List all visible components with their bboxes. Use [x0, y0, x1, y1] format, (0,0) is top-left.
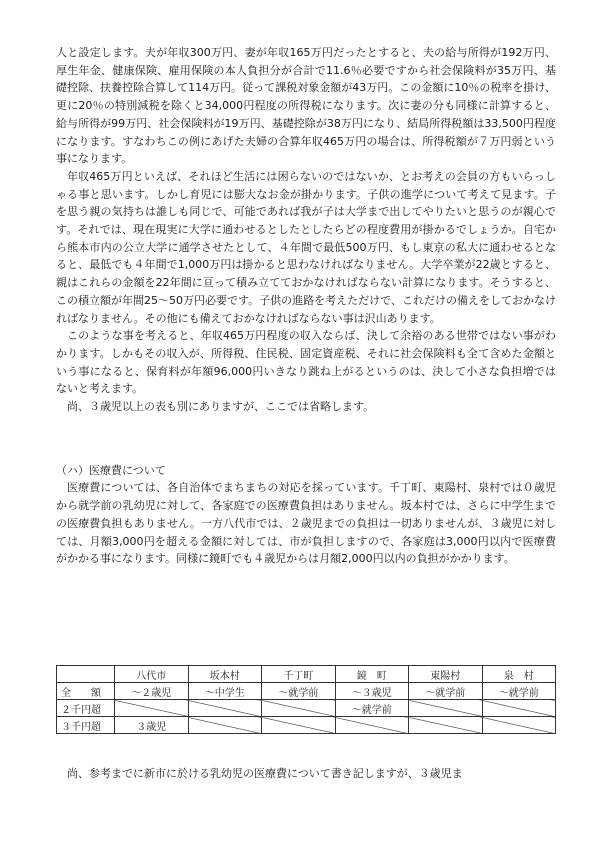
table-column-header: 泉 村 — [482, 666, 556, 683]
table-column-header: 東陽村 — [409, 666, 483, 683]
table-column-header: 坂本村 — [188, 666, 262, 683]
document-body — [56, 44, 556, 568]
table-cell: ～就学前 — [335, 700, 409, 717]
table-row — [57, 717, 556, 734]
table-column-header: 八代市 — [115, 666, 189, 683]
table-cell: ～就学前 — [262, 683, 336, 700]
paragraph: このような事を考えると、年収465万円程度の収入ならば、決して余裕のある世帯ではない事がわかります。しかもその収入が、所得税、住民税、固定資産税、それに社会保険料も全て含めた金額という事になると、保育料が年額96,000円いきなり跳ね上がるというのは、決して小さな負担増ではないと考えます。 — [56, 329, 556, 396]
table-cell: ～就学前 — [409, 683, 483, 700]
table-cell — [335, 717, 409, 734]
paragraph: 人と設定します。夫が年収300万円、妻が年収165万円だったとすると、夫の給与所得が192万円、厚生年金、健康保険、雇用保険の本人負担分が合計で11.6％必要ですから社会保険料が35万円、基礎控除、扶養控除合算して114万円。従って課税対象金額が43万円。この金額に10％の税率を掛け、更に20％の特別減税を除くと34,000円程度の所得税になります。次に妻の分も同様に計算すると、給与所得が99万円、社会保険料が19万円、基礎控除が38万円になり、結局所得税額は33,500円程度になります。すなわちこの例にあげた夫婦の合算年収465万円の場合は、所得税額が７万円弱という事になります。 — [56, 46, 556, 166]
table-row-label: ２千円超 — [57, 700, 115, 717]
table-row-label: ３千円超 — [57, 717, 115, 734]
table-row — [57, 683, 556, 700]
table-cell: ～２歳児 — [115, 683, 189, 700]
section-heading: （ハ）医療費について — [56, 463, 166, 477]
top-paragraphs — [56, 44, 556, 416]
table-cell — [409, 700, 483, 717]
table-cell — [262, 700, 336, 717]
table-row — [57, 700, 556, 717]
table-column-header: 千丁町 — [262, 666, 336, 683]
table-cell — [188, 700, 262, 717]
section-paragraph: 医療費については、各自治体でまちまちの対応を採っています。千丁町、東陽村、泉村では０歳児から就学前の乳幼児に対して、各家庭での医療費負担はありません。坂本村では、さらに中学生までの医療費負担もありません。一方八代市では、２歳児までの負担は一切ありませんが、３歳児に対しては、月額3,000円を超える金額に対しては、市が負担しますので、各家庭は3,000円以内で医療費がかかる事になります。同様に鏡町でも４歳児からは月額2,000円以内の負担がかかります。 — [56, 481, 556, 566]
table-cell — [409, 717, 483, 734]
table-cell: ３歳児 — [115, 717, 189, 734]
table-row-label: 全 額 — [57, 683, 115, 700]
table-cell: ～中学生 — [188, 683, 262, 700]
paragraph: 尚、３歳児以上の表も別にありますが、ここでは省略します。 — [67, 400, 375, 414]
table-header-row — [57, 666, 556, 683]
table-corner-cell — [57, 666, 115, 683]
table-cell — [482, 700, 556, 717]
medical-cost-table — [56, 665, 556, 734]
table-column-header: 鏡 町 — [335, 666, 409, 683]
table-cell — [262, 717, 336, 734]
table-cell — [482, 717, 556, 734]
table-cell — [188, 717, 262, 734]
table-cell: ～就学前 — [482, 683, 556, 700]
table-cell: ～３歳児 — [335, 683, 409, 700]
closing-paragraph: 尚、参考までに新市に於ける乳幼児の医療費について書き記しますが、３歳児ま — [67, 767, 463, 780]
table-cell — [115, 700, 189, 717]
paragraph: 年収465万円といえば、それほど生活には困らないのではないか、とお考えの会員の方もいらっしゃる事と思います。しかし育児には膨大なお金が掛かります。子供の進学について考えて見ます。子を思う親の気持ちは誰しも同じで、可能であれば我が子は大学まで出してやりたいと思うのが親心です。それでは、現在現実に大学に通わせるとしたとしたらどの程度費用が掛かるでしょうか。自宅から熊本市内の公立大学に通学させたとして、４年間で最低500万円、もし東京の私大に通わせるとなると、最低でも４年間で1,000万円は掛かると思わなければなりません。大学卒業が22歳とすると、親はこれらの金額を22年間に亘って積み立てておかなければならない計算になります。そうすると、この積立額が年間25～50万円必要です。子供の進路を考えただけで、これだけの備えをしておかなければなりません。その他にも備えておかなければならない事は沢山あります。 — [56, 169, 556, 325]
